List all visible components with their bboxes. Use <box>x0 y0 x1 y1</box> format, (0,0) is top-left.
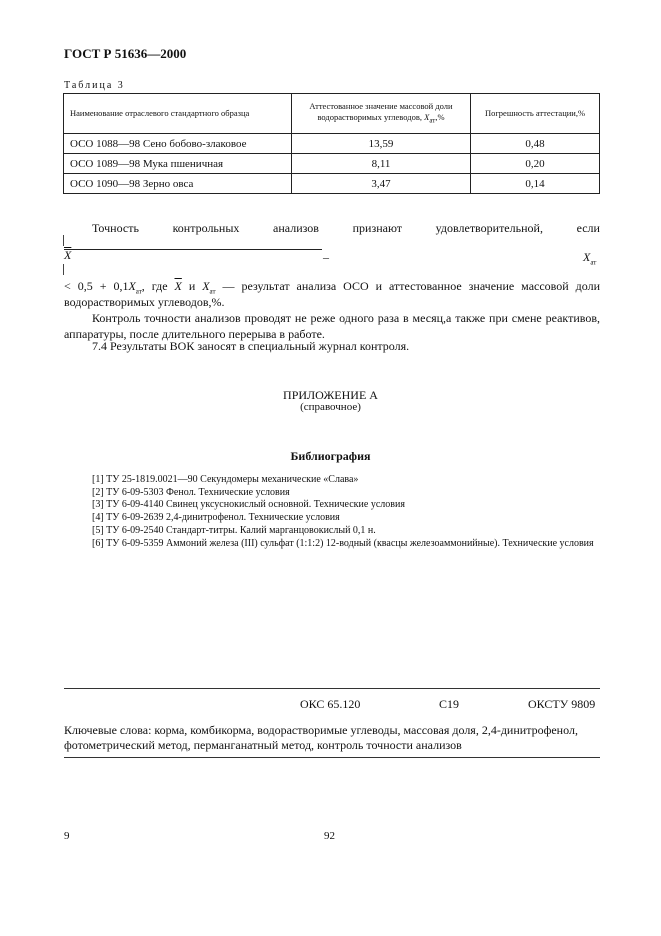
table-caption: Таблица 3 <box>64 80 125 91</box>
footer-top-rule <box>64 688 600 689</box>
cell-error: 0,14 <box>471 174 600 194</box>
word: признают <box>352 221 402 235</box>
formula-var: X <box>128 279 136 293</box>
column-header-value-line2: водорастворимых углеводов, <box>317 111 422 122</box>
footer-bottom-rule <box>64 757 600 758</box>
word: если <box>576 221 600 235</box>
formula-text: и <box>188 279 196 293</box>
column-header-value <box>292 94 471 134</box>
bibliography-item: [5] ТУ 6-09-2540 Стандарт-титры. Калий марганцовокислый 0,1 н. <box>92 524 376 536</box>
bibliography-heading: Библиография <box>290 449 371 463</box>
page-number-center: 92 <box>324 830 335 842</box>
column-header-value-var: X <box>424 111 430 122</box>
cell-value: 3,47 <box>292 174 471 194</box>
abs-bar-bottom <box>63 264 64 275</box>
formula-rule <box>64 249 322 250</box>
formula-minus: – <box>323 250 329 264</box>
table-row <box>64 174 600 194</box>
formula-text: < 0,5 + 0,1 <box>64 279 129 293</box>
word: анализов <box>273 221 319 235</box>
cell-value: 13,59 <box>292 134 471 154</box>
cell-name: ОСО 1090—98 Зерно овса <box>64 174 292 194</box>
formula-x-attested-sub: ат <box>590 258 597 267</box>
bibliography-list <box>64 474 600 550</box>
accuracy-paragraph-line1 <box>64 220 600 236</box>
formula-x-bar: $\overline{X}$ <box>174 279 182 293</box>
word: Точность <box>92 221 139 235</box>
formula-x-attested-var: X <box>583 250 591 264</box>
column-header-value-unit: ,% <box>435 111 445 122</box>
abs-bar-top <box>63 235 64 246</box>
word: удовлетворительной, <box>435 221 543 235</box>
formula-x-mean: $\overline{X}$ <box>64 248 72 262</box>
cell-error: 0,48 <box>471 134 600 154</box>
table-row <box>64 134 600 154</box>
section-7-4-paragraph: 7.4 Результаты ВОК заносят в специальный журнал контроля. <box>92 339 410 353</box>
formula-sub: ат <box>135 287 142 296</box>
cell-error: 0,20 <box>471 154 600 174</box>
bibliography-item: [6] ТУ 6-09-5359 Аммоний железа (III) сульфат (1:1:2) 12-водный (квасцы железоаммонийные). Технические условия <box>92 537 594 549</box>
bibliography-item: [3] ТУ 6-09-4140 Свинец уксуснокислый основной. Технические условия <box>92 499 405 511</box>
page-number-left: 9 <box>64 830 70 842</box>
accuracy-paragraph-line4: водорастворимых углеводов,%. <box>64 295 225 309</box>
cell-value: 8,11 <box>292 154 471 174</box>
bibliography-item: [2] ТУ 6-09-5303 Фенол. Технические условия <box>92 486 290 498</box>
formula-text: , где <box>141 279 168 293</box>
cell-name: ОСО 1088—98 Сено бобово-злаковое <box>64 134 292 154</box>
table-header-row <box>64 94 600 134</box>
reference-samples-table <box>63 93 600 194</box>
word: контрольных <box>172 221 240 235</box>
table-row <box>64 154 600 174</box>
cell-name: ОСО 1089—98 Мука пшеничная <box>64 154 292 174</box>
column-header-error: Погрешность аттестации,% <box>471 94 600 134</box>
bibliography-item: [4] ТУ 6-09-2639 2,4-динитрофенол. Технические условия <box>92 512 340 524</box>
formula-x-attested <box>583 250 596 266</box>
formula-sub: ат <box>209 287 216 296</box>
column-header-name: Наименование отраслевого стандартного образца <box>64 94 292 134</box>
appendix-subtitle: (справочное) <box>300 401 361 413</box>
control-frequency-paragraph: Контроль точности анализов проводят не реже одного раза в месяц,а также при смене реактивов, аппаратуры, после длительного перерыва в работе. <box>64 311 600 341</box>
column-header-value-line1: Аттестованное значение массовой доли <box>309 100 453 111</box>
classifier-code: С19 <box>439 697 460 711</box>
column-header-value-sub: ат <box>429 116 436 125</box>
appendix-title: ПРИЛОЖЕНИЕ А <box>283 388 378 402</box>
okstu-code: ОКСТУ 9809 <box>528 697 596 711</box>
bibliography-item: [1] ТУ 25-1819.0021—90 Секундомеры механические «Слава» <box>92 474 359 485</box>
okc-code: ОКС 65.120 <box>300 697 361 711</box>
formula-var: X <box>202 279 210 293</box>
keywords: Ключевые слова: корма, комбикорма, водорастворимые углеводы, массовая доля, 2,4-динитрофенол, фотометрический метод, перманганатный метод, контроль точности анализов <box>64 723 578 752</box>
formula-text: — результат анализа ОСО и аттестованное значение массовой доли <box>222 279 600 293</box>
document-title: ГОСТ Р 51636—2000 <box>64 46 187 61</box>
